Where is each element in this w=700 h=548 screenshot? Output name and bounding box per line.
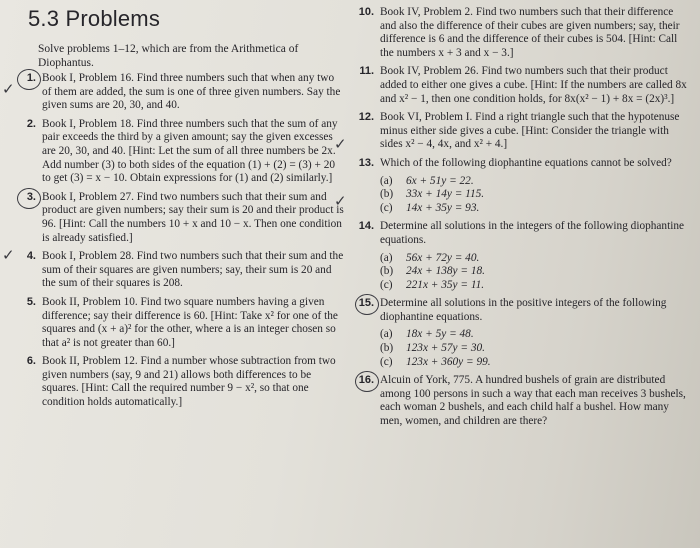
equation-item: (a) 56x + 72y = 40. xyxy=(380,251,480,264)
problem-text: Determine all solutions in the positive integers of the following diophantine equations. xyxy=(380,297,667,323)
problem-text: Book I, Problem 16. Find three numbers such that when any two of them are added, the sum is one of three given numbers. Say the given sums are 20, 30, and 40. xyxy=(42,72,341,112)
problem-text: Book IV, Problem 2. Find two numbers such that their difference and also the difference of their cubes are given numbers; say, their difference is 6 and the difference of their cubes is 504. [Hint: Call the numbers x + 3 and x − 3.] xyxy=(380,6,680,59)
problem-11 xyxy=(352,65,692,106)
problem-text: Book I, Problem 27. Find two numbers such that their sum and product are given numbers; say their sum is 20 and their product is 96. [Hint: Call the numbers 10 + x and 10 − x. Then one condition is already satisfied.] xyxy=(42,190,344,244)
equation-item: (b) 123x + 57y = 30. xyxy=(380,342,485,355)
equation-list xyxy=(380,328,692,369)
problem-12 xyxy=(352,111,692,152)
section-intro: Solve problems 1–12, which are from the Arithmetica of Diophantus. xyxy=(38,43,299,69)
problem-number: 5. xyxy=(26,295,36,308)
section-title: 5.3 Problems xyxy=(28,6,161,31)
problem-6 xyxy=(14,355,344,409)
problem-text: Which of the following diophantine equations cannot be solved? xyxy=(380,156,672,169)
problem-10 xyxy=(352,6,692,60)
problem-text: Book I, Problem 18. Find three numbers such that the sum of any pair exceeds the third by a given amount; say the given excesses are 20, 30, and 40. [Hint: Let the sum of all three numbers be 2x. Add number (3) to both sides of the equation (1) + (2) = (3) + 20 to get (3) = x − 10. Obtain expressions for (1) and (2) similarly.] xyxy=(42,117,338,185)
left-column xyxy=(14,6,344,415)
problem-number: 6. xyxy=(26,355,36,368)
problem-number: 12. xyxy=(358,111,374,124)
problem-text: Determine all solutions in the integers of the following diophantine equations. xyxy=(380,220,685,246)
problem-text: Book II, Problem 10. Find two square numbers having a given difference; say their difference is 60. [Hint: Take x² for one of the squares and (x + a)² for the other, where a is an integer chosen so that a² is not greater than 60.] xyxy=(42,295,338,349)
problem-text: Book VI, Problem I. Find a right triangle such that the hypotenuse minus either side gives a cube. [Hint: Consider the triangle with sides x² − 4, 4x, and x² + 4.] xyxy=(380,111,680,151)
pen-check-mark-icon: ✓ xyxy=(334,192,347,210)
problem-15 xyxy=(352,297,692,369)
pen-check-mark-icon: ✓ xyxy=(334,135,347,153)
problem-number: 13. xyxy=(358,156,374,169)
pen-check-mark-icon: ✓ xyxy=(2,80,15,98)
problem-number: 1. xyxy=(14,72,36,86)
problem-number: 2. xyxy=(26,117,36,130)
problem-1 xyxy=(14,72,344,113)
problem-text: Book I, Problem 28. Find two numbers such that their sum and the sum of their squares are given numbers; say, their sum is 20 and the sum of their squares is 208. xyxy=(42,250,344,290)
equation-list xyxy=(380,252,692,293)
equation-item: (b) 33x + 14y = 115. xyxy=(380,188,485,201)
problem-number: 4. xyxy=(26,250,36,263)
problem-number: 3. xyxy=(14,191,36,205)
problem-13 xyxy=(352,157,692,215)
equation-item: (a) 18x + 5y = 48. xyxy=(380,328,474,341)
problem-text: Book IV, Problem 26. Find two numbers such that their product added to either one gives a cube. [Hint: If the numbers are called 8x and x² − 1, then one condition holds, for 8x(x² − 1) + 8x = (2x)³.] xyxy=(380,65,687,105)
equation-item: (c) 123x + 360y = 99. xyxy=(380,355,491,368)
equation-item: (c) 14x + 35y = 93. xyxy=(380,201,480,214)
problem-3 xyxy=(14,191,344,245)
problem-text: Book II, Problem 12. Find a number whose subtraction from two given numbers (say, 9 and 21) allows both differences to be squares. [Hint: Call the required number 9 − x², so that one condition holds automatically.] xyxy=(42,355,336,409)
problem-number: 14. xyxy=(358,220,374,233)
equation-item: (b) 24x + 138y = 18. xyxy=(380,265,485,278)
problem-5 xyxy=(14,296,344,350)
equation-item: (a) 6x + 51y = 22. xyxy=(380,174,474,187)
equation-list xyxy=(380,175,692,216)
problem-16 xyxy=(352,374,692,428)
problem-number: 15. xyxy=(352,297,374,311)
problem-text: Alcuin of York, 775. A hundred bushels of grain are distributed among 100 persons in such a way that each man receives 3 bushels, each woman 2 bushels, and each child half a bushel. How many men, women, and children are there? xyxy=(380,374,686,428)
problem-14 xyxy=(352,220,692,292)
pen-check-mark-icon: ✓ xyxy=(2,246,15,264)
problem-number: 10. xyxy=(358,6,374,18)
equation-item: (c) 221x + 35y = 11. xyxy=(380,278,485,291)
right-column xyxy=(352,6,692,434)
problem-number: 11. xyxy=(359,65,374,78)
problem-2 xyxy=(14,118,344,186)
problem-4 xyxy=(14,250,344,291)
problem-number: 16. xyxy=(352,374,374,388)
